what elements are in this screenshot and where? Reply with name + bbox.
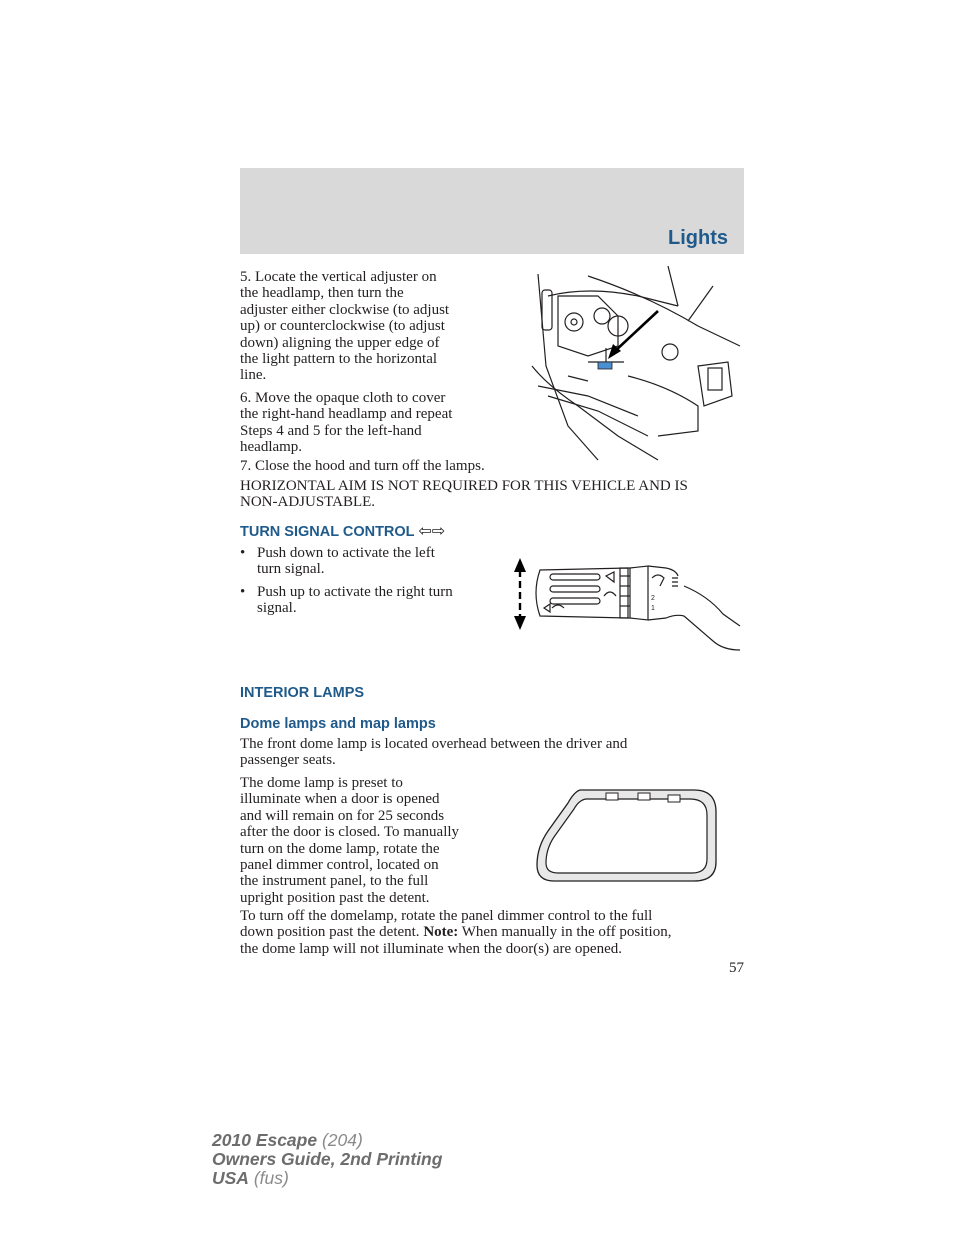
text-line: turn signal.	[257, 561, 325, 578]
text-line: The front dome lamp is located overhead between the driver and	[240, 736, 628, 752]
turn-signal-heading	[240, 521, 445, 540]
footer-line-1	[212, 1131, 442, 1150]
interior-lamps-heading: INTERIOR LAMPS	[240, 685, 365, 701]
text-run: When manually in the off position,	[458, 924, 672, 941]
page-number: 57	[729, 960, 744, 976]
footer-guide: Owners Guide, 2nd Printing	[212, 1149, 443, 1169]
turn-signal-heading-text: TURN SIGNAL CONTROL	[240, 524, 415, 540]
text-line: the headlamp, then turn the	[240, 285, 404, 302]
text-line: illuminate when a door is opened	[240, 791, 440, 808]
dome-lamp-switch-3	[668, 795, 680, 802]
text-line	[240, 924, 744, 940]
footer-market-code: (fus)	[253, 1168, 289, 1188]
footer-line-2	[212, 1150, 442, 1169]
footer-model: 2010 Escape	[212, 1130, 318, 1150]
dome-lamp-location-paragraph	[240, 736, 744, 769]
text-line: line.	[240, 367, 267, 384]
bullet-icon: •	[240, 545, 246, 561]
text-line: turn on the dome lamp, rotate the	[240, 840, 440, 857]
lever-position-2: 2	[651, 595, 655, 602]
text-line: and will remain on for 25 seconds	[240, 807, 445, 824]
bullet-text	[257, 584, 497, 617]
text-line: adjuster either clockwise (to adjust	[240, 301, 450, 318]
text-line: headlamp.	[240, 439, 303, 456]
horizontal-aim-note	[240, 478, 744, 511]
aiming-step-5	[240, 269, 500, 384]
text-line: 6. Move the opaque cloth to cover	[240, 390, 446, 406]
headlamp-adjuster-illustration	[528, 266, 740, 460]
text-line: Push up to activate the right turn	[257, 584, 453, 600]
text-line: panel dimmer control, located on	[240, 857, 439, 874]
note-label: Note:	[423, 924, 459, 941]
text-line: up) or counterclockwise (to adjust	[240, 318, 445, 335]
pointer-arrow-line	[614, 311, 658, 352]
text-line: signal.	[257, 600, 297, 617]
text-line: passenger seats.	[240, 752, 336, 769]
document-footer	[212, 1131, 442, 1188]
text-line: NON-ADJUSTABLE.	[240, 494, 376, 511]
text-line: Steps 4 and 5 for the left-hand	[240, 422, 422, 439]
text-line: HORIZONTAL AIM IS NOT REQUIRED FOR THIS VEHICLE AND IS	[240, 478, 688, 494]
text-line: the right-hand headlamp and repeat	[240, 406, 453, 423]
text-line: after the door is closed. To manually	[240, 824, 460, 841]
bullet-icon: •	[240, 584, 246, 600]
footer-market: USA	[212, 1168, 249, 1188]
turn-signal-arrows-icon: ⇦⇨	[418, 521, 446, 540]
dome-lamp-illustration	[534, 787, 718, 883]
dome-lamp-off-paragraph	[240, 908, 744, 957]
adjuster-highlight	[598, 362, 612, 369]
text-line: 5. Locate the vertical adjuster on	[240, 269, 437, 285]
text-line: the instrument panel, to the full	[240, 873, 429, 890]
text-line: To turn off the domelamp, rotate the panel dimmer control to the full	[240, 908, 653, 924]
text-line: the light pattern to the horizontal	[240, 351, 438, 368]
text-line: down) aligning the upper edge of	[240, 334, 440, 351]
section-title: Lights	[668, 227, 728, 249]
text-run: down position past the detent.	[240, 924, 424, 941]
turn-signal-lever-illustration	[508, 556, 740, 656]
aiming-step-7: 7. Close the hood and turn off the lamps.	[240, 458, 485, 474]
lever-position-1: 1	[651, 605, 655, 612]
section-header-band	[240, 168, 744, 254]
dome-lamps-subheading: Dome lamps and map lamps	[240, 716, 436, 732]
text-line: upright position past the detent.	[240, 889, 430, 906]
up-down-arrow-icon	[514, 558, 526, 630]
dome-lamp-switch-1	[606, 793, 618, 800]
footer-model-code: (204)	[321, 1130, 363, 1150]
text-line: Push down to activate the left	[257, 545, 435, 561]
dome-lamp-switch-2	[638, 793, 650, 800]
bullet-text	[257, 545, 497, 578]
footer-line-3	[212, 1169, 442, 1188]
dome-lamp-preset-paragraph	[240, 775, 505, 906]
text-line: the dome lamp will not illuminate when the door(s) are opened.	[240, 940, 622, 957]
text-line: The dome lamp is preset to	[240, 775, 403, 791]
aiming-step-6	[240, 390, 500, 456]
